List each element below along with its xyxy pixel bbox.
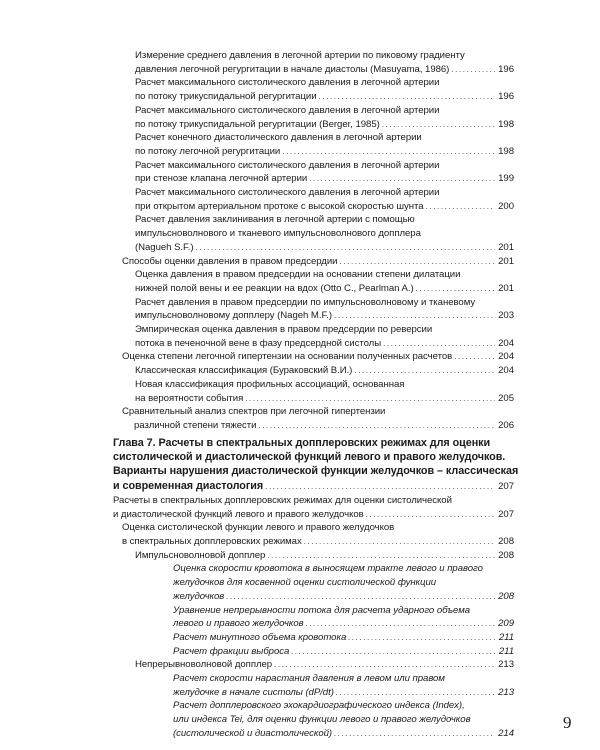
toc-entry-line: Глава 7. Расчеты в спектральных допплеровских режимах для оценки <box>113 436 491 449</box>
toc-entry <box>135 131 514 158</box>
toc-entry <box>173 645 514 659</box>
toc-entry-line: или индекса Tei, для оценки функции левого и правого желудочков <box>173 714 471 726</box>
toc-entry <box>173 631 514 645</box>
dot-leader <box>366 508 495 522</box>
dot-leader <box>382 118 495 132</box>
toc-entry-line: Расчет максимального систолического давления в легочной артерии <box>135 159 440 171</box>
toc-page-number: 198 <box>498 145 514 157</box>
toc-page-number: 200 <box>498 200 514 212</box>
toc-entry-line: Расчет фракции выброса <box>173 645 290 657</box>
toc-entry <box>113 494 514 521</box>
dot-leader <box>245 392 495 406</box>
toc-entry-line: Оценка давления в правом предсердии на основании степени дилатации <box>135 269 461 281</box>
dot-leader <box>416 282 496 296</box>
toc-entry-line: Импульсноволновой допплер <box>135 549 266 561</box>
toc-entry-line: Способы оценки давления в правом предсердии <box>122 255 338 267</box>
toc-page-number: 203 <box>498 310 514 322</box>
toc-page-number: 207 <box>498 480 514 492</box>
toc-entry-line: импульсноволнового и тканевого импульсноволнового допплера <box>135 228 421 240</box>
toc-page-number: 208 <box>498 590 514 602</box>
toc-entry-line: при стенозе клапана легочной артерии <box>135 173 308 185</box>
toc-entry <box>173 604 514 631</box>
dot-leader <box>258 419 495 433</box>
toc-entry-line: (Nagueh S.F.) <box>135 241 194 253</box>
toc-entry-line: по потоку легочной регургитации <box>135 145 281 157</box>
dot-leader <box>348 631 496 645</box>
toc-entry-line: Измерение среднего давления в легочной артерии по пиковому градиенту <box>135 50 465 61</box>
toc-page-number: 206 <box>498 419 514 431</box>
dot-leader <box>354 364 495 378</box>
toc-page-number: 208 <box>498 549 514 561</box>
toc-page-number: 211 <box>498 631 514 643</box>
toc-page-number: 204 <box>498 365 514 377</box>
toc-entry <box>122 255 514 269</box>
toc-entry-line: и современная диастология <box>113 479 264 492</box>
dot-leader <box>291 645 496 659</box>
toc-entry-line: Классическая классификация (Бураковский В.И.) <box>135 365 353 377</box>
toc-entry-line: желудочке в начале систолы (dP/dt) <box>173 686 334 698</box>
toc-entry <box>173 672 514 699</box>
table-of-contents <box>0 49 600 741</box>
toc-entry <box>135 549 514 563</box>
toc-page-number: 199 <box>498 173 514 185</box>
toc-entry <box>135 658 514 672</box>
dot-leader <box>196 241 496 255</box>
toc-entry <box>135 49 514 76</box>
toc-entry <box>122 405 514 432</box>
toc-entry-line: Новая классификация профильных ассоциаций, основанная <box>135 378 405 390</box>
toc-entry <box>122 521 514 548</box>
toc-entry <box>122 350 514 364</box>
toc-page-number: 196 <box>498 91 514 103</box>
toc-entry <box>135 76 514 103</box>
toc-page-number: 213 <box>498 659 514 671</box>
toc-entry-line: Оценка скорости кровотока в выносящем тракте левого и правого <box>173 563 483 575</box>
toc-page-number: 196 <box>498 63 514 75</box>
toc-entry <box>135 159 514 186</box>
toc-entry <box>135 323 514 350</box>
toc-entry-line: Непрерывноволновой допплер <box>135 659 273 671</box>
toc-entry-line: различной степени тяжести <box>134 419 257 431</box>
dot-leader <box>334 727 495 741</box>
toc-entry-line: Расчет допплеровского эхокардиографического индекса (Index), <box>173 700 465 712</box>
toc-entry-line: импульсноволновому допплеру (Nageh M.F.) <box>135 310 332 322</box>
dot-leader <box>383 337 495 351</box>
dot-leader <box>304 535 495 549</box>
page-number: 9 <box>563 713 572 732</box>
dot-leader <box>451 63 495 77</box>
toc-entry-line: желудочков <box>173 590 225 602</box>
toc-entry-line: Варианты нарушения диастолической функции желудочков – классическая <box>113 465 519 478</box>
toc-entry <box>173 699 514 740</box>
toc-entry-line: левого и правого желудочков <box>173 618 304 630</box>
toc-entry-line: Расчет конечного диастолического давления в легочной артерии <box>135 132 422 144</box>
toc-page-number: 207 <box>498 508 514 520</box>
dot-leader <box>226 590 495 604</box>
dot-leader <box>336 686 495 700</box>
toc-entry <box>135 378 514 405</box>
toc-entry-line: Сравнительный анализ спектров при легочной гипертензии <box>122 406 386 418</box>
toc-entry-line: при открытом артериальном протоке с высокой скоростью шунта <box>135 200 424 212</box>
toc-entry-line: на вероятности события <box>135 392 244 404</box>
toc-page-number: 204 <box>498 351 514 363</box>
toc-entry-line: потока в печеночной вене в фазу предсердной систолы <box>135 337 382 349</box>
toc-entry <box>135 296 514 323</box>
toc-entry-line: Расчет максимального систолического давления в легочной артерии <box>135 77 440 89</box>
dot-leader <box>426 200 496 214</box>
toc-page-number: 201 <box>498 282 514 294</box>
dot-leader <box>306 617 496 631</box>
toc-entry-line: в спектральных допплеровских режимах <box>122 535 302 547</box>
dot-leader <box>309 172 495 186</box>
toc-page-number: 198 <box>498 118 514 130</box>
toc-page-number: 213 <box>498 686 514 698</box>
toc-entry-line: Расчет минутного объема кровотока <box>173 631 347 643</box>
toc-entry-line: Расчеты в спектральных допплеровских режимах для оценки систолической <box>113 494 452 506</box>
toc-entry-line: Расчет скорости нарастания давления в левом или правом <box>173 673 445 685</box>
toc-page-number: 209 <box>498 618 514 630</box>
dot-leader <box>339 255 495 269</box>
toc-entry-line: нижней полой вены и ее реакции на вдох (Otto C., Pearlman A.) <box>135 282 414 294</box>
dot-leader <box>267 549 495 563</box>
toc-page-number: 201 <box>498 241 514 253</box>
toc-chapter-heading <box>113 436 519 494</box>
toc-entry-line: Расчет давления в правом предсердии по импульсноволновому и тканевому <box>135 296 476 308</box>
toc-entry-line: Расчет давления заклинивания в легочной артерии с помощью <box>135 214 415 226</box>
toc-entry <box>135 268 514 295</box>
dot-leader <box>265 480 495 494</box>
toc-entry <box>135 213 514 254</box>
toc-entry-line: Оценка степени легочной гипертензии на основании полученных расчетов <box>122 351 453 363</box>
toc-entry-line: систолической и диастолической функций левого и правого желудочков. <box>113 450 506 463</box>
toc-entry-line: Эмпирическая оценка давления в правом предсердии по реверсии <box>135 324 433 336</box>
toc-entry-line: (систолической и диастолической) <box>173 727 333 739</box>
toc-entry-line: по потоку трикуспидальной регургитации <box>135 91 317 103</box>
toc-entry <box>135 364 514 378</box>
toc-entry-line: Оценка систолической функции левого и правого желудочков <box>122 522 395 534</box>
dot-leader <box>334 309 495 323</box>
dot-leader <box>319 90 496 104</box>
toc-entry-line: желудочков для косвенной оценки систолической функции <box>173 577 437 589</box>
dot-leader <box>454 350 495 364</box>
toc-entry-line: и диастолической функций левого и правого желудочков <box>113 508 364 520</box>
toc-page-number: 208 <box>498 535 514 547</box>
toc-page-number: 204 <box>498 337 514 349</box>
toc-entry <box>135 104 514 131</box>
toc-entry-line: Уравнение непрерывности потока для расчета ударного объема <box>173 604 471 616</box>
dot-leader <box>282 145 495 159</box>
toc-entry-line: по потоку трикуспидальной регургитации (Berger, 1985) <box>135 118 380 130</box>
dot-leader <box>274 658 495 672</box>
toc-entry-line: Расчет максимального систолического давления в легочной артерии <box>135 104 440 116</box>
toc-page-number: 211 <box>498 645 514 657</box>
toc-page-number: 205 <box>498 392 514 404</box>
toc-entry <box>173 562 514 603</box>
toc-entry <box>135 186 514 213</box>
toc-entry-line: давления легочной регургитации в начале диастолы (Masuyama, 1986) <box>135 63 450 75</box>
toc-page-number: 214 <box>498 727 514 739</box>
toc-page-number: 201 <box>498 255 514 267</box>
toc-entry-line: Расчет максимального систолического давления в легочной артерии <box>135 187 440 199</box>
